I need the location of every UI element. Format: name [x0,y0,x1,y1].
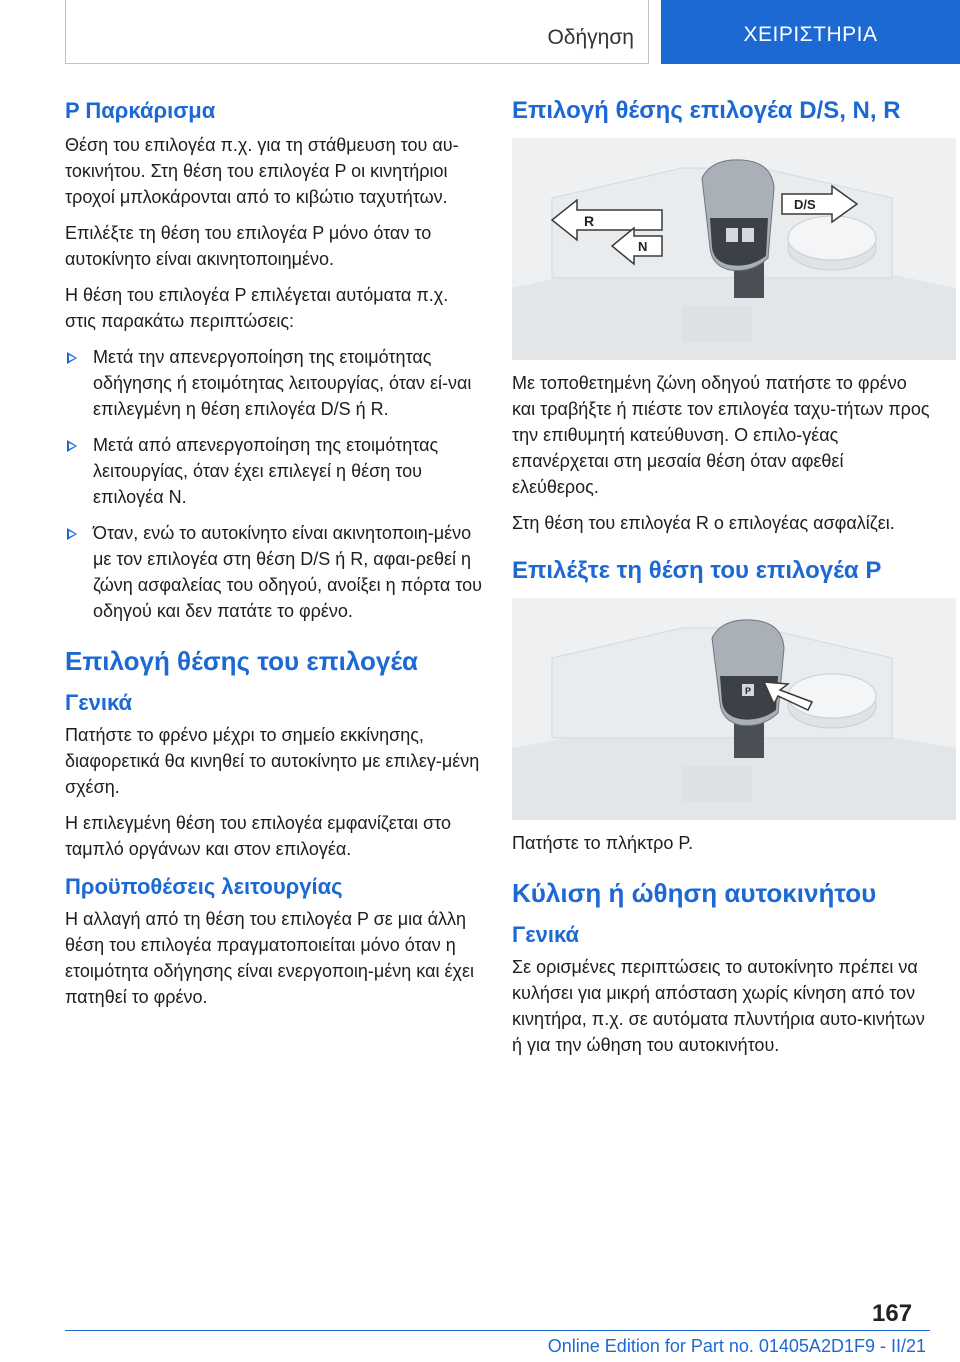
label-ds: D/S [794,197,816,212]
select-p-heading: Επιλέξτε τη θέση του επιλογέα P [512,557,882,584]
general-paragraph-2: Η επιλεγμένη θέση του επιλογέα εμφανίζεται στο ταμπλό οργάνων και στον επιλογέα. [65,813,452,859]
dsnr-paragraph-1: Με τοποθετημένη ζώνη οδηγού πατήστε το φρένο και τραβήξτε ή πιέστε τον επιλογέα ταχυ-τήτων προς την επιθυμητή κατεύθυνση. Ο επιλο-γέας επανέρχεται στη μεσαία θέση όταν αφεθεί ελεύθερος. [512,373,930,497]
prerequisites-subheading: Προϋποθέσεις λειτουργίας [65,874,343,899]
triangle-bullet-icon [67,440,77,452]
chapter-tab: ΧΕΙΡΙΣΤΗΡΙΑ [661,0,960,64]
footer-divider [65,1330,930,1331]
triangle-bullet-icon [67,352,77,364]
roll-paragraph: Σε ορισμένες περιπτώσεις το αυτοκίνητο πρέπει να κυλήσει για μικρή απόσταση χωρίς κίνηση από τον κινητήρα, π.χ. σε αυτόματα πλυντήρια αυτο-κινήτων ή για την ώθηση του αυτοκινήτου. [512,957,925,1055]
label-p: P [745,686,752,696]
p-button-figure [512,598,956,820]
auto-park-list [65,344,483,624]
label-r: R [584,213,595,229]
list-item: Όταν, ενώ το αυτοκίνητο είναι ακινητοποιη-μένο με τον επιλογέα στη θέση D/S ή R, αφαι-ρεθεί η ζώνη ασφαλείας του οδηγού, ανοίξει η πόρτα του οδηγού και δεν πατάτε το φρένο. [65,520,483,624]
park-paragraph-3: Η θέση του επιλογέα P επιλέγεται αυτόματα π.χ. στις παρακάτω περιπτώσεις: [65,285,449,331]
roll-general-subheading: Γενικά [512,922,580,947]
right-column [512,96,930,1068]
left-column [65,96,483,1020]
select-position-heading: Επιλογή θέσης του επιλογέα [65,646,419,676]
label-n: N [638,239,648,254]
park-heading: P Παρκάρισμα [65,98,216,123]
dsnr-paragraph-2: Στη θέση του επιλογέα R ο επιλογέας ασφαλίζει. [512,513,895,533]
list-item: Μετά την απενεργοποίηση της ετοιμότητας οδήγησης ή ετοιμότητας λειτουργίας, όταν εί-ναι επιλεγμένη η θέση επιλογέα D/S ή R. [65,344,483,422]
edition-note: Online Edition for Part no. 01405A2D1F9 - II/21 [547,1336,926,1356]
select-p-paragraph: Πατήστε το πλήκτρο P. [512,833,694,853]
section-tab [65,0,649,64]
triangle-bullet-icon [67,528,77,540]
dsnr-heading: Επιλογή θέσης επιλογέα D/S, N, R [512,97,901,124]
general-paragraph-1: Πατήστε το φρένο μέχρι το σημείο εκκίνησης, διαφορετικά θα κινηθεί το αυτοκίνητο με επιλεγ-μένη σχέση. [65,725,480,797]
p-button-illustration [512,598,956,820]
park-paragraph-2: Επιλέξτε τη θέση του επιλογέα P μόνο όταν το αυτοκίνητο είναι ακινητοποιημένο. [65,223,432,269]
list-item: Μετά από απενεργοποίηση της ετοιμότητας λειτουργίας, όταν έχει επιλεγεί η θέση του επιλογέα N. [65,432,483,510]
general-subheading: Γενικά [65,690,133,715]
park-paragraph-1: Θέση του επιλογέα π.χ. για τη στάθμευση του αυ-τοκινήτου. Στη θέση του επιλογέα P οι κινητήριοι τροχοί μπλοκάρονται από το κιβώτιο ταχυτήτων. [65,135,459,207]
section-title: Οδήγηση [547,26,634,49]
page-number: 167 [872,1300,913,1327]
gear-selector-figure [512,138,956,360]
roll-heading: Κύλιση ή ώθηση αυτοκινήτου [512,878,877,908]
page-header [0,0,960,66]
gear-selector-illustration [512,138,956,360]
prerequisites-paragraph: Η αλλαγή από τη θέση του επιλογέα P σε μια άλλη θέση του επιλογέα πραγματοποιείται μόνο όταν η ετοιμότητα οδήγησης είναι ενεργοποιη-μένη και έχει πατηθεί το φρένο. [65,909,474,1007]
